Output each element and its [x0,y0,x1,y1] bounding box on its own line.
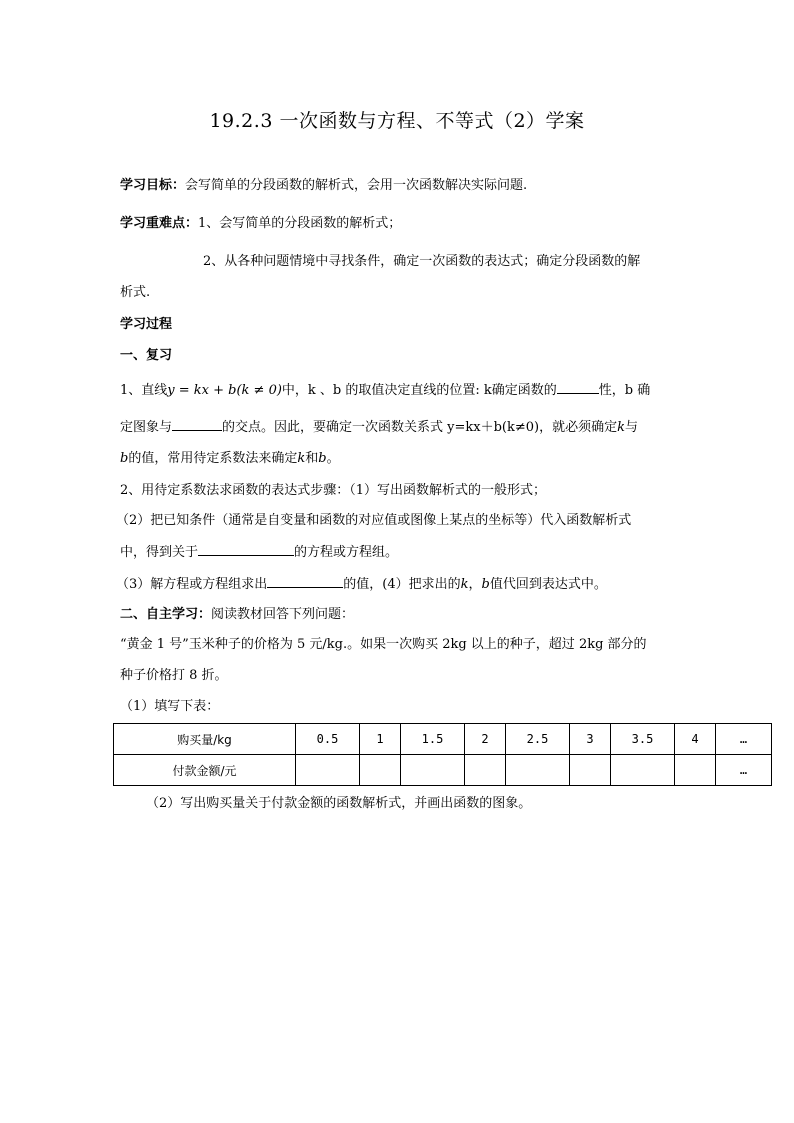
goal-line [120,177,527,195]
table-row [114,755,772,786]
q1-and: 和 [305,451,319,466]
review-q2-line1: 2、用待定系数法求函数的表达式步骤：（1）写出函数解析式的一般形式； [120,483,547,498]
q1-k: k [617,420,625,435]
self-study-p1: “黄金 1 号”玉米种子的价格为 5 元/kg.。如果一次购买 2kg 以上的种子，超过 2kg 部分的 [120,637,647,652]
table-cell: … [716,755,772,786]
review-q1-line2 [120,418,638,437]
table-cell: 2.5 [506,724,570,755]
q2-b: b [481,577,490,592]
q2-text-d2: 的值，(4）把求出的 [343,577,461,592]
q2-comma: ， [468,577,482,592]
key-points-label: 学习重难点： [120,216,199,231]
table-cell: 1.5 [401,724,465,755]
self-study-heading-line [120,606,354,624]
review-heading: 一、复习 [120,348,173,363]
self-study-heading-rest: 阅读教材回答下列问题： [211,607,355,622]
goal-label: 学习目标： [120,178,186,193]
self-study-heading: 二、自主学习： [120,607,212,622]
answer-cell[interactable] [360,755,401,786]
review-q2-line4 [116,575,607,594]
review-q2-line3 [120,543,398,562]
self-study-q1: （1）填写下表： [120,699,220,714]
q1-end: 。 [326,451,340,466]
answer-cell[interactable] [675,755,716,786]
answer-cell[interactable] [611,755,675,786]
q2-text-c1: 中，得到关于 [120,545,199,560]
table-cell: 2 [465,724,506,755]
table-cell: … [716,724,772,755]
q1-text-b: 中，k 、b 的取值决定直线的位置: k确定函数的 [281,383,557,398]
answer-cell[interactable] [296,755,360,786]
solve-blank[interactable] [267,575,343,588]
goal-text: 会写简单的分段函数的解析式，会用一次函数解决实际问题. [185,178,528,193]
review-q1-line1 [120,381,650,400]
review-q1-line3 [120,450,340,468]
q1-text-e: 的交点。因此，要确定一次函数关系式 y=kx＋b(k≠0)，就必须确定 [222,420,618,435]
intersection-blank[interactable] [172,418,222,431]
answer-cell[interactable] [506,755,570,786]
row2-label: 付款金额/元 [114,755,296,786]
q2-text-d1: （3）解方程或方程组求出 [116,577,268,592]
review-q2-line2: （2）把已知条件（通常是自变量和函数的对应值或图像上某点的坐标等）代入函数解析式 [116,513,632,528]
key-points-item1: 1、会写简单的分段函数的解析式； [198,216,402,231]
table-cell: 4 [675,724,716,755]
self-study-q2: （2）写出购买量关于付款金额的函数解析式，并画出函数的图象。 [146,796,532,811]
table-cell: 3 [570,724,611,755]
q1-text-a: 1、直线 [120,383,168,398]
q2-text-c2: 的方程或方程组。 [294,545,399,560]
table-cell: 0.5 [296,724,360,755]
q1-b2: b [318,451,327,466]
q1-b: b [120,451,129,466]
q2-text-d3: 值代回到表达式中。 [489,577,607,592]
q1-text-d: 定图象与 [120,420,173,435]
page-title: 19.2.3 一次函数与方程、不等式（2）学案 [209,110,585,132]
key-points-item2-cont: 析式. [120,285,151,300]
answer-cell[interactable] [465,755,506,786]
table-cell: 3.5 [611,724,675,755]
line-formula: y = kx + b(k ≠ 0) [167,383,282,398]
answer-cell[interactable] [401,755,465,786]
answer-cell[interactable] [570,755,611,786]
unknowns-blank[interactable] [198,543,294,556]
table-cell: 1 [360,724,401,755]
process-heading: 学习过程 [120,317,173,332]
q1-text-f: 与 [625,420,639,435]
q2-k: k [460,577,469,592]
row1-label: 购买量/kg [114,724,296,755]
key-points-line [120,215,401,233]
q1-text-g: 的值，常用待定系数法来确定 [128,451,298,466]
purchase-table [113,723,772,786]
q1-text-c: 性，b 确 [598,383,651,398]
key-points-item2: 2、从各种问题情境中寻找条件，确定一次函数的表达式；确定分段函数的解 [203,254,641,269]
self-study-p2: 种子价格打 8 折。 [120,668,228,683]
q1-k2: k [297,451,306,466]
monotonicity-blank[interactable] [557,381,599,394]
table-row [114,724,772,755]
